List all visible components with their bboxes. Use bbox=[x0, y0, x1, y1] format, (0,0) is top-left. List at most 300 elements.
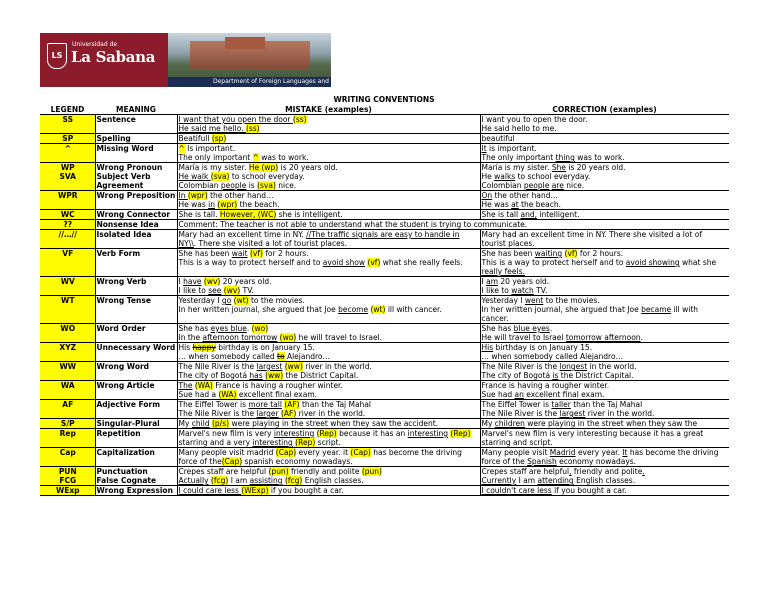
example-line bbox=[179, 172, 480, 181]
meaning-cell: Singular-Plural bbox=[95, 419, 177, 429]
table-header-row bbox=[40, 105, 729, 115]
text-segment: The Eiffel Tower is bbox=[178, 400, 249, 409]
text-segment: This is a way to protect herself and to bbox=[481, 258, 626, 267]
text-segment: She has been bbox=[178, 249, 232, 258]
mistake-cell bbox=[177, 277, 480, 296]
example-line bbox=[179, 476, 480, 485]
error-mark: (wpr) bbox=[187, 191, 208, 200]
error-mark: to bbox=[277, 352, 285, 361]
text-segment: My bbox=[481, 419, 495, 428]
meaning-cell: Wrong Word bbox=[95, 362, 177, 381]
example-line bbox=[179, 429, 480, 438]
error-mark: (p/s) bbox=[212, 419, 230, 428]
text-segment: what she really feels. bbox=[380, 258, 463, 267]
example-line bbox=[179, 467, 480, 476]
text-segment: Colombian bbox=[481, 181, 524, 190]
text-segment: In the bbox=[178, 333, 203, 342]
text-segment: has become the driving bbox=[370, 448, 462, 457]
university-logo bbox=[40, 33, 168, 87]
correction-cell bbox=[480, 210, 729, 220]
legend-code: XYZ bbox=[40, 343, 95, 362]
example-line bbox=[482, 267, 730, 276]
table-row bbox=[40, 400, 729, 419]
text-segment: watch bbox=[511, 286, 534, 295]
error-mark: (ss) bbox=[245, 124, 260, 133]
mistake-cell bbox=[177, 144, 480, 163]
text-segment: eyes blue bbox=[210, 324, 247, 333]
text-segment: is important. bbox=[486, 144, 537, 153]
example-line bbox=[179, 181, 480, 190]
text-segment: was to work. bbox=[574, 153, 625, 162]
table-row bbox=[40, 429, 729, 448]
correction-cell bbox=[480, 144, 729, 163]
text-segment: children bbox=[494, 419, 525, 428]
correction-cell bbox=[480, 163, 729, 191]
text-segment: I want you to open the door. bbox=[481, 115, 588, 124]
text-segment: thing bbox=[555, 153, 575, 162]
text-segment: 20 years old. bbox=[498, 277, 550, 286]
text-segment: Beatifull bbox=[178, 134, 212, 143]
mistake-cell bbox=[177, 486, 480, 496]
text-segment: force of the bbox=[178, 457, 222, 466]
example-line bbox=[179, 144, 480, 153]
text-segment: Currently bbox=[481, 476, 517, 485]
example-line bbox=[179, 163, 480, 172]
table-row bbox=[40, 419, 729, 429]
error-mark: (ww) bbox=[265, 371, 284, 380]
text-segment: interesting bbox=[407, 429, 449, 438]
text-segment: Spanish bbox=[527, 457, 557, 466]
error-mark: (Rep) bbox=[450, 429, 471, 438]
meaning-cell: Wrong Preposition bbox=[95, 191, 177, 210]
example-line bbox=[482, 343, 730, 352]
table-row bbox=[40, 115, 729, 134]
correction-cell bbox=[480, 296, 729, 324]
text-segment: am bbox=[486, 277, 499, 286]
example-line bbox=[179, 115, 480, 124]
page-title: WRITING CONVENTIONS bbox=[333, 95, 435, 104]
legend-code: SP bbox=[40, 134, 95, 144]
text-segment: tourist places. bbox=[481, 239, 535, 248]
mistake-cell bbox=[177, 134, 480, 144]
text-segment: the beach. bbox=[237, 200, 280, 209]
error-mark: (wt) bbox=[370, 305, 386, 314]
example-line bbox=[482, 333, 730, 342]
error-mark: (wv) bbox=[203, 277, 221, 286]
table-row bbox=[40, 163, 729, 191]
text-segment: were playing in the street when they saw the accident. bbox=[229, 419, 439, 428]
text-segment: France is having a rougher winter. bbox=[212, 381, 343, 390]
legend-code: WC bbox=[40, 210, 95, 220]
table-row bbox=[40, 343, 729, 362]
text-segment: avoid showing bbox=[625, 258, 680, 267]
text-segment: went bbox=[524, 296, 544, 305]
text-segment: excellent final exam. bbox=[236, 390, 318, 399]
text-segment: to school everyday. bbox=[229, 172, 305, 181]
text-segment: the beach. bbox=[518, 200, 562, 209]
text-segment: birthday is on January 15. bbox=[493, 343, 593, 352]
text-segment: Yesterday I bbox=[178, 296, 222, 305]
table-row bbox=[40, 381, 729, 400]
table-row bbox=[40, 191, 729, 210]
text-segment: nice. bbox=[275, 181, 297, 190]
text-segment: the other hand… bbox=[492, 191, 558, 200]
text-segment: beautiful bbox=[481, 134, 515, 143]
text-segment: She has bbox=[481, 324, 514, 333]
text-segment: It bbox=[481, 144, 487, 153]
text-segment: starring and script. bbox=[481, 438, 553, 447]
text-segment: I want that you open the door bbox=[178, 115, 293, 124]
meaning-cell: Spelling bbox=[95, 134, 177, 144]
legend-code: AF bbox=[40, 400, 95, 419]
table-row bbox=[40, 220, 729, 230]
text-segment: ill with bbox=[671, 305, 699, 314]
text-segment: Actually bbox=[178, 476, 209, 485]
error-mark: (WA) bbox=[194, 381, 213, 390]
mistake-cell bbox=[177, 419, 480, 429]
error-mark: (WExp) bbox=[241, 486, 269, 495]
example-line bbox=[179, 286, 480, 295]
meaning-cell: Wrong Connector bbox=[95, 210, 177, 220]
legend-code: WExp bbox=[40, 486, 95, 496]
text-segment: She has bbox=[178, 324, 211, 333]
text-segment: people bbox=[220, 181, 247, 190]
example-line bbox=[179, 258, 480, 267]
error-mark: (Rep) bbox=[295, 438, 316, 447]
text-segment: interesting bbox=[252, 438, 293, 447]
mistake-cell bbox=[177, 467, 480, 486]
text-segment: became bbox=[641, 305, 672, 314]
text-segment: in bbox=[208, 200, 216, 209]
error-mark: (fcg) bbox=[210, 476, 229, 485]
text-segment: spanish economy nowadays. bbox=[242, 457, 353, 466]
example-line bbox=[179, 230, 480, 239]
text-segment: wait bbox=[231, 249, 248, 258]
header-mistake: MISTAKE (examples) bbox=[177, 105, 480, 115]
example-line bbox=[179, 448, 480, 457]
text-segment: Many people visit bbox=[481, 448, 550, 457]
text-segment: the other hand… bbox=[207, 191, 274, 200]
text-segment: In her written journal, she argued that Joe bbox=[178, 305, 339, 314]
error-mark: (Cap) bbox=[275, 448, 297, 457]
text-segment: avoid show bbox=[322, 258, 366, 267]
text-segment: is bbox=[552, 371, 559, 380]
text-segment: //The traffic signals are easy to handle in bbox=[306, 230, 460, 239]
correction-cell bbox=[480, 486, 729, 496]
example-line bbox=[482, 381, 730, 390]
text-segment: It bbox=[622, 448, 628, 457]
error-mark: ^ bbox=[178, 144, 185, 153]
text-segment: Mary had an excellent time in NY. bbox=[178, 230, 307, 239]
text-segment: was to work. bbox=[258, 153, 309, 162]
text-segment: the District Capital. bbox=[558, 371, 634, 380]
text-segment: Crepes staff are helpful bbox=[178, 467, 269, 476]
text-segment: an bbox=[514, 390, 524, 399]
meaning-cell: Wrong Expression bbox=[95, 486, 177, 496]
error-mark: (fcg) bbox=[284, 476, 303, 485]
meaning-cell: Sentence bbox=[95, 115, 177, 134]
text-segment: to the movies. bbox=[543, 296, 600, 305]
header-correction: CORRECTION (examples) bbox=[480, 105, 729, 115]
text-segment: . bbox=[640, 333, 643, 342]
error-mark: (sva) bbox=[210, 172, 230, 181]
text-segment: largest bbox=[256, 362, 283, 371]
legend-code: WO bbox=[40, 324, 95, 343]
legend-code: S/P bbox=[40, 419, 95, 429]
text-segment: is 20 years old. bbox=[278, 163, 338, 172]
university-banner bbox=[40, 33, 356, 87]
text-segment: TV. bbox=[240, 286, 254, 295]
correction-cell bbox=[480, 419, 729, 429]
text-segment: He bbox=[481, 172, 495, 181]
text-segment: have bbox=[183, 277, 202, 286]
example-line bbox=[482, 390, 730, 399]
error-mark: (ss) bbox=[292, 115, 307, 124]
correction-cell bbox=[480, 429, 729, 448]
text-segment: Many people visit madrid bbox=[178, 448, 276, 457]
correction-cell bbox=[480, 324, 729, 343]
text-segment: assisting bbox=[249, 476, 283, 485]
table-row bbox=[40, 277, 729, 296]
example-line bbox=[179, 210, 480, 219]
text-segment: English classes. bbox=[302, 476, 364, 485]
text-segment: Colombian bbox=[178, 181, 221, 190]
text-segment: I like to bbox=[178, 286, 209, 295]
text-segment: excellent final exam. bbox=[523, 390, 605, 399]
example-line bbox=[179, 419, 480, 428]
example-line bbox=[482, 181, 730, 190]
text-segment: starring and a very bbox=[178, 438, 253, 447]
text-segment: He was bbox=[481, 200, 512, 209]
correction-cell bbox=[480, 467, 729, 486]
text-segment: Is important. bbox=[184, 144, 236, 153]
text-segment: were playing in the street when they saw the bbox=[524, 419, 698, 428]
example-line bbox=[179, 296, 480, 305]
example-line bbox=[179, 153, 480, 162]
text-segment: people bbox=[523, 181, 550, 190]
mistake-cell bbox=[177, 210, 480, 220]
text-segment: María is my sister. bbox=[178, 163, 249, 172]
table-row bbox=[40, 324, 729, 343]
table-row bbox=[40, 144, 729, 163]
example-line bbox=[482, 134, 730, 143]
text-segment: has bbox=[249, 371, 263, 380]
text-segment: His bbox=[178, 343, 193, 352]
correction-cell bbox=[480, 343, 729, 362]
mistake-cell bbox=[177, 381, 480, 400]
text-segment: Sue had bbox=[481, 390, 515, 399]
text-segment: I am bbox=[228, 476, 250, 485]
text-segment: I am bbox=[516, 476, 538, 485]
mistake-cell bbox=[177, 249, 480, 277]
text-segment: France is having a rougher winter. bbox=[481, 381, 610, 390]
conventions-table bbox=[40, 105, 729, 496]
text-segment: In her written journal, she argued that Joe bbox=[481, 305, 642, 314]
text-segment: largest bbox=[559, 409, 586, 418]
campus-building-roof bbox=[225, 37, 265, 49]
text-segment: I could care less bbox=[178, 486, 242, 495]
example-line bbox=[482, 230, 730, 239]
legend-code: WP SVA bbox=[40, 163, 95, 191]
error-mark: (AF) bbox=[284, 400, 300, 409]
error-mark: (pun) bbox=[361, 467, 382, 476]
comment-cell bbox=[177, 220, 729, 230]
meaning-cell: Adjective Form bbox=[95, 400, 177, 419]
legend-code: SS bbox=[40, 115, 95, 134]
text-segment: She is tall bbox=[481, 210, 521, 219]
text-segment: I like to bbox=[481, 286, 512, 295]
text-segment: Alejandro… bbox=[284, 352, 330, 361]
mistake-cell bbox=[177, 191, 480, 210]
error-mark: (ww) bbox=[284, 362, 303, 371]
error-mark: (sva) bbox=[257, 181, 276, 190]
error-mark: (Cap) bbox=[221, 457, 243, 466]
example-line bbox=[482, 400, 730, 409]
example-line bbox=[482, 371, 730, 380]
text-segment: become bbox=[338, 305, 369, 314]
example-line bbox=[482, 409, 730, 418]
text-segment: see bbox=[208, 286, 222, 295]
header-legend: LEGEND bbox=[40, 105, 95, 115]
legend-code: Cap bbox=[40, 448, 95, 467]
text-segment: force of the bbox=[481, 457, 528, 466]
legend-code: WV bbox=[40, 277, 95, 296]
text-segment: to school everyday. bbox=[515, 172, 591, 181]
example-line bbox=[179, 390, 480, 399]
mistake-cell bbox=[177, 230, 480, 249]
text-segment: has become the driving bbox=[627, 448, 719, 457]
text-segment: ill with cancer. bbox=[385, 305, 442, 314]
correction-cell bbox=[480, 448, 729, 467]
text-segment: the District Capital. bbox=[283, 371, 359, 380]
example-line bbox=[482, 115, 730, 124]
university-label: Universidad de bbox=[72, 41, 118, 48]
header-meaning: MEANING bbox=[95, 105, 177, 115]
example-line bbox=[179, 200, 480, 209]
mistake-cell bbox=[177, 448, 480, 467]
text-segment: is bbox=[246, 181, 258, 190]
example-line bbox=[482, 191, 730, 200]
example-line bbox=[179, 191, 480, 200]
mistake-cell bbox=[177, 296, 480, 324]
example-line bbox=[482, 362, 730, 371]
mistake-cell bbox=[177, 343, 480, 362]
correction-cell bbox=[480, 230, 729, 249]
example-line bbox=[179, 277, 480, 286]
example-line bbox=[482, 239, 730, 248]
text-segment: Comment: The teacher is not able to understand what the student is trying to communicate. bbox=[178, 220, 528, 229]
error-mark: (AF) bbox=[280, 409, 297, 418]
example-line bbox=[482, 457, 730, 466]
example-line bbox=[482, 153, 730, 162]
table-body bbox=[40, 115, 729, 496]
table-row bbox=[40, 134, 729, 144]
example-line bbox=[179, 220, 730, 229]
example-line bbox=[482, 429, 730, 438]
text-segment: Marvel's new film is very bbox=[178, 429, 274, 438]
legend-code: WA bbox=[40, 381, 95, 400]
text-segment: than the Taj Mahal bbox=[570, 400, 643, 409]
example-line bbox=[482, 448, 730, 457]
example-line bbox=[482, 305, 730, 314]
example-line bbox=[482, 486, 730, 495]
text-segment: . bbox=[549, 324, 553, 333]
example-line bbox=[179, 409, 480, 418]
example-line bbox=[179, 438, 480, 447]
mistake-cell bbox=[177, 163, 480, 191]
text-segment: blue eyes bbox=[513, 324, 550, 333]
text-segment: if you bought a car. bbox=[551, 486, 627, 495]
crest-icon: LS bbox=[47, 43, 67, 69]
text-segment: I bbox=[481, 277, 487, 286]
example-line bbox=[179, 400, 480, 409]
text-segment: are bbox=[551, 181, 564, 190]
text-segment: The Nile River is the bbox=[178, 409, 257, 418]
meaning-cell: Word Order bbox=[95, 324, 177, 343]
meaning-cell: Wrong Tense bbox=[95, 296, 177, 324]
text-segment: intelligent. bbox=[536, 210, 580, 219]
mistake-cell bbox=[177, 362, 480, 381]
example-line bbox=[179, 134, 480, 143]
text-segment: Crepes staff are helpful bbox=[481, 467, 570, 476]
error-mark: He (wp) bbox=[248, 163, 279, 172]
text-segment: attending bbox=[537, 476, 574, 485]
correction-cell bbox=[480, 400, 729, 419]
text-segment: more tall bbox=[248, 400, 282, 409]
text-segment: In bbox=[178, 191, 188, 200]
text-segment: … when somebody called Alejandro… bbox=[481, 352, 624, 361]
text-segment: Madrid bbox=[549, 448, 576, 457]
university-name: La Sabana bbox=[71, 48, 156, 66]
example-line bbox=[482, 438, 730, 447]
correction-cell bbox=[480, 249, 729, 277]
example-line bbox=[179, 305, 480, 314]
example-line bbox=[482, 258, 730, 267]
example-line bbox=[482, 296, 730, 305]
text-segment: He said me hello. bbox=[178, 124, 246, 133]
text-segment: The Nile River is the bbox=[481, 362, 560, 371]
legend-code: ^ bbox=[40, 144, 95, 163]
error-mark: ^ bbox=[252, 153, 259, 162]
text-segment: is 20 years old. bbox=[565, 163, 626, 172]
text-segment: . There she visited a lot of tourist places. bbox=[193, 239, 347, 248]
text-segment: friendly and polite bbox=[571, 467, 643, 476]
legend-code: Rep bbox=[40, 429, 95, 448]
error-mark: However, (WC) bbox=[219, 210, 277, 219]
text-segment: go bbox=[221, 296, 232, 305]
text-segment: The Eiffel Tower is bbox=[481, 400, 552, 409]
correction-cell bbox=[480, 134, 729, 144]
text-segment: He said hello to me. bbox=[481, 124, 557, 133]
error-mark: (vf) bbox=[367, 258, 381, 267]
correction-cell bbox=[480, 381, 729, 400]
meaning-cell: Missing Word bbox=[95, 144, 177, 163]
correction-cell bbox=[480, 191, 729, 210]
example-line bbox=[179, 457, 480, 466]
table-row bbox=[40, 249, 729, 277]
legend-code: PUN FCG bbox=[40, 467, 95, 486]
text-segment: afternoon tomorrow bbox=[202, 333, 278, 342]
text-segment: for 2 hours. bbox=[262, 249, 309, 258]
text-segment: She has been bbox=[481, 249, 535, 258]
table-row bbox=[40, 467, 729, 486]
text-segment: every year. bbox=[575, 448, 623, 457]
text-segment: The only important bbox=[178, 153, 253, 162]
meaning-cell: Repetition bbox=[95, 429, 177, 448]
error-mark: (Cap) bbox=[350, 448, 371, 457]
example-line bbox=[179, 371, 480, 380]
example-line bbox=[482, 467, 730, 476]
